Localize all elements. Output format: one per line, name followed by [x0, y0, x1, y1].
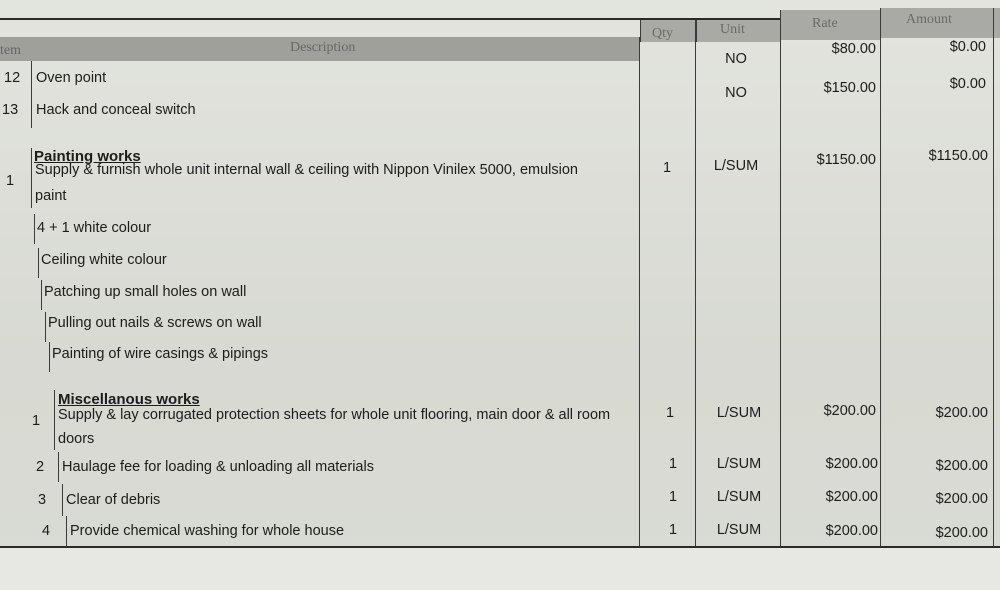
misc-item-2-qty: 1 — [668, 456, 678, 472]
misc-item-2-unit: L/SUM — [716, 456, 762, 472]
painting-subitem: Painting of wire casings & pipings — [52, 346, 269, 362]
misc-item-4-qty: 1 — [668, 522, 678, 538]
misc-item-2-line1: Haulage fee for loading & unloading all materials — [62, 459, 374, 475]
misc-item-4-rate: $200.00 — [825, 523, 878, 539]
misc-item-4-number: 4 — [42, 523, 51, 539]
misc-rule-1 — [54, 390, 55, 450]
item-col-rule-painting — [31, 148, 32, 208]
amount-column-header: Amount — [906, 12, 952, 27]
row-12-rate: $80.00 — [831, 41, 876, 57]
page-bottom-area — [0, 548, 1000, 590]
misc-item-1-number: 1 — [32, 413, 41, 429]
misc-item-1-unit: L/SUM — [716, 405, 762, 421]
painting-amount: $1150.00 — [928, 148, 988, 164]
misc-item-3-amount: $200.00 — [935, 491, 988, 507]
item-col-rule-top — [31, 61, 32, 128]
description-column-header: Description — [290, 40, 356, 55]
sub-rule-4 — [45, 312, 46, 342]
misc-item-1-amount: $200.00 — [935, 405, 988, 421]
misc-rule-4 — [66, 516, 67, 546]
row-13-rate: $150.00 — [823, 80, 876, 96]
item-column-header: tem — [0, 43, 21, 58]
misc-rule-2 — [58, 452, 59, 482]
row-12-item: 12 — [4, 70, 21, 86]
misc-item-2-rate: $200.00 — [825, 456, 878, 472]
qty-column-header: Qty — [652, 26, 673, 41]
misc-section-title: Miscellanous works — [58, 391, 200, 408]
row-12-amount: $0.00 — [949, 39, 986, 55]
painting-subitem: Pulling out nails & screws on wall — [48, 315, 262, 331]
misc-item-1-qty: 1 — [665, 405, 675, 421]
painting-item-number: 1 — [6, 173, 15, 189]
misc-item-2-number: 2 — [36, 459, 45, 475]
row-13-description: Hack and conceal switch — [36, 102, 196, 118]
painting-description-line2: paint — [35, 188, 67, 204]
misc-rule-3 — [62, 484, 63, 516]
painting-unit: L/SUM — [713, 158, 759, 174]
painting-section-title: Painting works — [34, 148, 141, 165]
misc-item-3-rate: $200.00 — [825, 489, 878, 505]
unit-column-header: Unit — [720, 22, 745, 37]
row-12-description: Oven point — [36, 70, 107, 86]
qty-col-rule — [639, 37, 640, 548]
misc-item-1-line2: doors — [58, 431, 95, 447]
sub-rule-2 — [38, 248, 39, 278]
painting-subitem: Ceiling white colour — [41, 252, 167, 268]
misc-item-3-line1: Clear of debris — [66, 492, 161, 508]
misc-item-4-line1: Provide chemical washing for whole house — [70, 523, 345, 539]
sub-rule-1 — [34, 214, 35, 244]
misc-item-1-line1: Supply & lay corrugated protection sheets for whole unit flooring, main door & all room — [58, 407, 611, 423]
sub-rule-3 — [41, 280, 42, 310]
right-col-rule — [993, 8, 994, 548]
painting-subitem: 4 + 1 white colour — [37, 220, 152, 236]
misc-item-4-amount: $200.00 — [935, 525, 988, 541]
misc-item-2-amount: $200.00 — [935, 458, 988, 474]
misc-item-3-number: 3 — [38, 492, 47, 508]
misc-item-4-unit: L/SUM — [716, 522, 762, 538]
row-13-amount: $0.00 — [949, 76, 986, 92]
misc-item-3-unit: L/SUM — [716, 489, 762, 505]
painting-rate: $1150.00 — [816, 152, 876, 168]
row-13-item: 13 — [2, 102, 19, 118]
row-13-unit: NO — [725, 85, 747, 101]
misc-item-1-rate: $200.00 — [823, 403, 876, 419]
row-12-unit: NO — [725, 51, 747, 67]
misc-item-3-qty: 1 — [668, 489, 678, 505]
painting-description-line1: Supply & furnish whole unit internal wall & ceiling with Nippon Vinilex 5000, emulsion — [35, 162, 578, 178]
painting-qty: 1 — [662, 160, 672, 176]
rate-column-header: Rate — [812, 16, 838, 31]
sub-rule-5 — [49, 342, 50, 372]
painting-subitem: Patching up small holes on wall — [44, 284, 247, 300]
